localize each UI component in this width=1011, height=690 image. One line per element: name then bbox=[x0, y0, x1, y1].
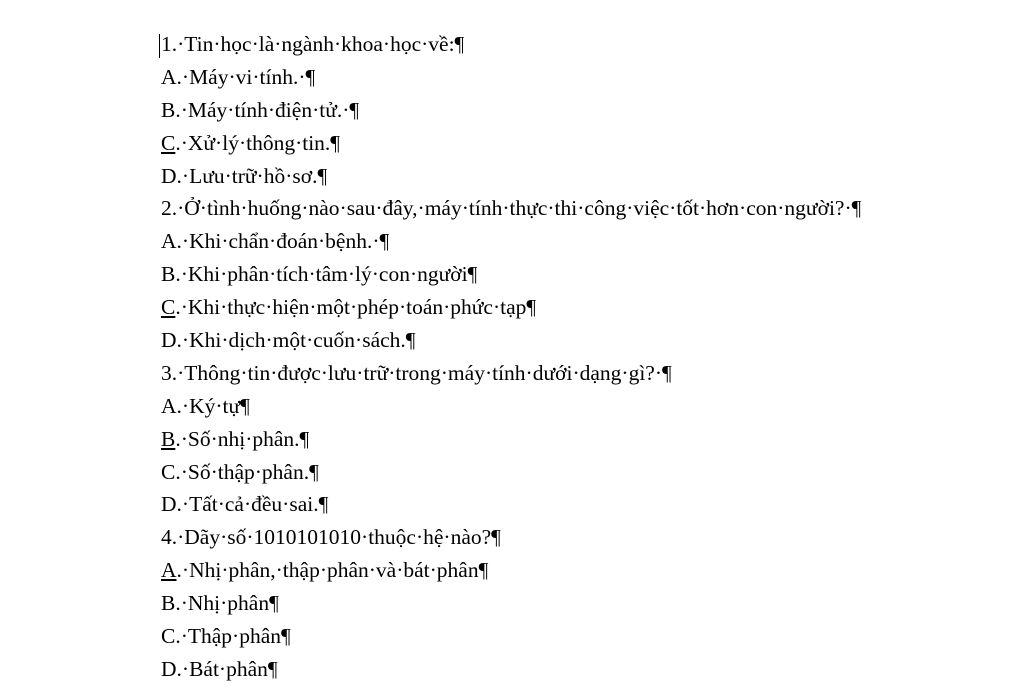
option-letter: D bbox=[161, 328, 177, 353]
option-text: .·Bát·phân¶ bbox=[176, 656, 278, 681]
question-text: 1.·Tin·học·là·ngành·khoa·học·về:¶ bbox=[161, 32, 465, 56]
option-letter-underlined: C bbox=[161, 295, 176, 320]
question-3-option-b[interactable] bbox=[161, 423, 861, 456]
option-letter: A bbox=[161, 64, 177, 89]
option-text: .·Khi·thực·hiện·một·phép·toán·phức·tạp¶ bbox=[175, 295, 537, 320]
question-2-option-a[interactable] bbox=[161, 225, 861, 258]
question-1-option-a[interactable] bbox=[161, 61, 861, 94]
option-text: .·Khi·phân·tích·tâm·lý·con·người¶ bbox=[175, 262, 478, 287]
question-4-option-d[interactable] bbox=[161, 653, 861, 686]
document-body[interactable] bbox=[161, 28, 861, 686]
option-text: .·Máy·tính·điện·tử.·¶ bbox=[175, 97, 360, 122]
question-2-option-c[interactable] bbox=[161, 291, 861, 324]
option-letter: B bbox=[161, 97, 176, 122]
option-letter: A bbox=[161, 229, 177, 254]
option-letter: D bbox=[161, 656, 177, 681]
option-letter: A bbox=[161, 393, 177, 418]
question-3-option-c[interactable] bbox=[161, 456, 861, 489]
question-2[interactable] bbox=[161, 192, 861, 225]
question-1[interactable] bbox=[161, 28, 861, 61]
option-letter: B bbox=[161, 591, 176, 616]
question-2-option-d[interactable] bbox=[161, 324, 861, 357]
option-text: .·Khi·dịch·một·cuốn·sách.¶ bbox=[176, 328, 416, 353]
option-text: .·Ký·tự¶ bbox=[176, 393, 250, 418]
text-cursor bbox=[159, 34, 160, 58]
question-text: 4.·Dãy·số·1010101010·thuộc·hệ·nào?¶ bbox=[161, 525, 501, 550]
option-text: .·Khi·chẩn·đoán·bệnh.·¶ bbox=[176, 229, 390, 254]
question-1-option-c[interactable] bbox=[161, 127, 861, 160]
option-letter: D bbox=[161, 163, 177, 188]
question-3-option-a[interactable] bbox=[161, 390, 861, 423]
option-text: .·Thập·phân¶ bbox=[175, 624, 291, 649]
option-text: .·Số·thập·phân.¶ bbox=[175, 459, 319, 484]
option-text: .·Số·nhị·phân.¶ bbox=[175, 426, 310, 451]
option-letter: C bbox=[161, 459, 176, 484]
option-text: .·Nhị·phân¶ bbox=[175, 591, 279, 616]
option-letter-underlined: B bbox=[161, 426, 176, 451]
option-letter: C bbox=[161, 624, 176, 649]
option-letter: D bbox=[161, 492, 177, 517]
question-4-option-a[interactable] bbox=[161, 554, 861, 587]
question-1-option-b[interactable] bbox=[161, 94, 861, 127]
question-1-option-d[interactable] bbox=[161, 160, 861, 193]
question-4-option-b[interactable] bbox=[161, 587, 861, 620]
question-text: 2.·Ở·tình·huống·nào·sau·đây,·máy·tính·thực·thi·công·việc·tốt·hơn·con·người?·¶ bbox=[161, 196, 862, 221]
question-3[interactable] bbox=[161, 357, 861, 390]
option-text: .·Xử·lý·thông·tin.¶ bbox=[175, 130, 341, 155]
option-letter-underlined: A bbox=[161, 558, 177, 583]
option-text: .·Nhị·phân,·thập·phân·và·bát·phân¶ bbox=[176, 558, 489, 583]
option-text: .·Tất·cả·đều·sai.¶ bbox=[176, 492, 329, 517]
question-4-option-c[interactable] bbox=[161, 620, 861, 653]
option-letter-underlined: C bbox=[161, 130, 176, 155]
question-text: 3.·Thông·tin·được·lưu·trữ·trong·máy·tính·dưới·dạng·gì?·¶ bbox=[161, 360, 672, 385]
option-letter: B bbox=[161, 262, 176, 287]
option-text: .·Lưu·trữ·hồ·sơ.¶ bbox=[176, 163, 328, 188]
option-text: .·Máy·vi·tính.·¶ bbox=[176, 64, 316, 89]
question-2-option-b[interactable] bbox=[161, 258, 861, 291]
question-3-option-d[interactable] bbox=[161, 488, 861, 521]
question-4[interactable] bbox=[161, 521, 861, 554]
